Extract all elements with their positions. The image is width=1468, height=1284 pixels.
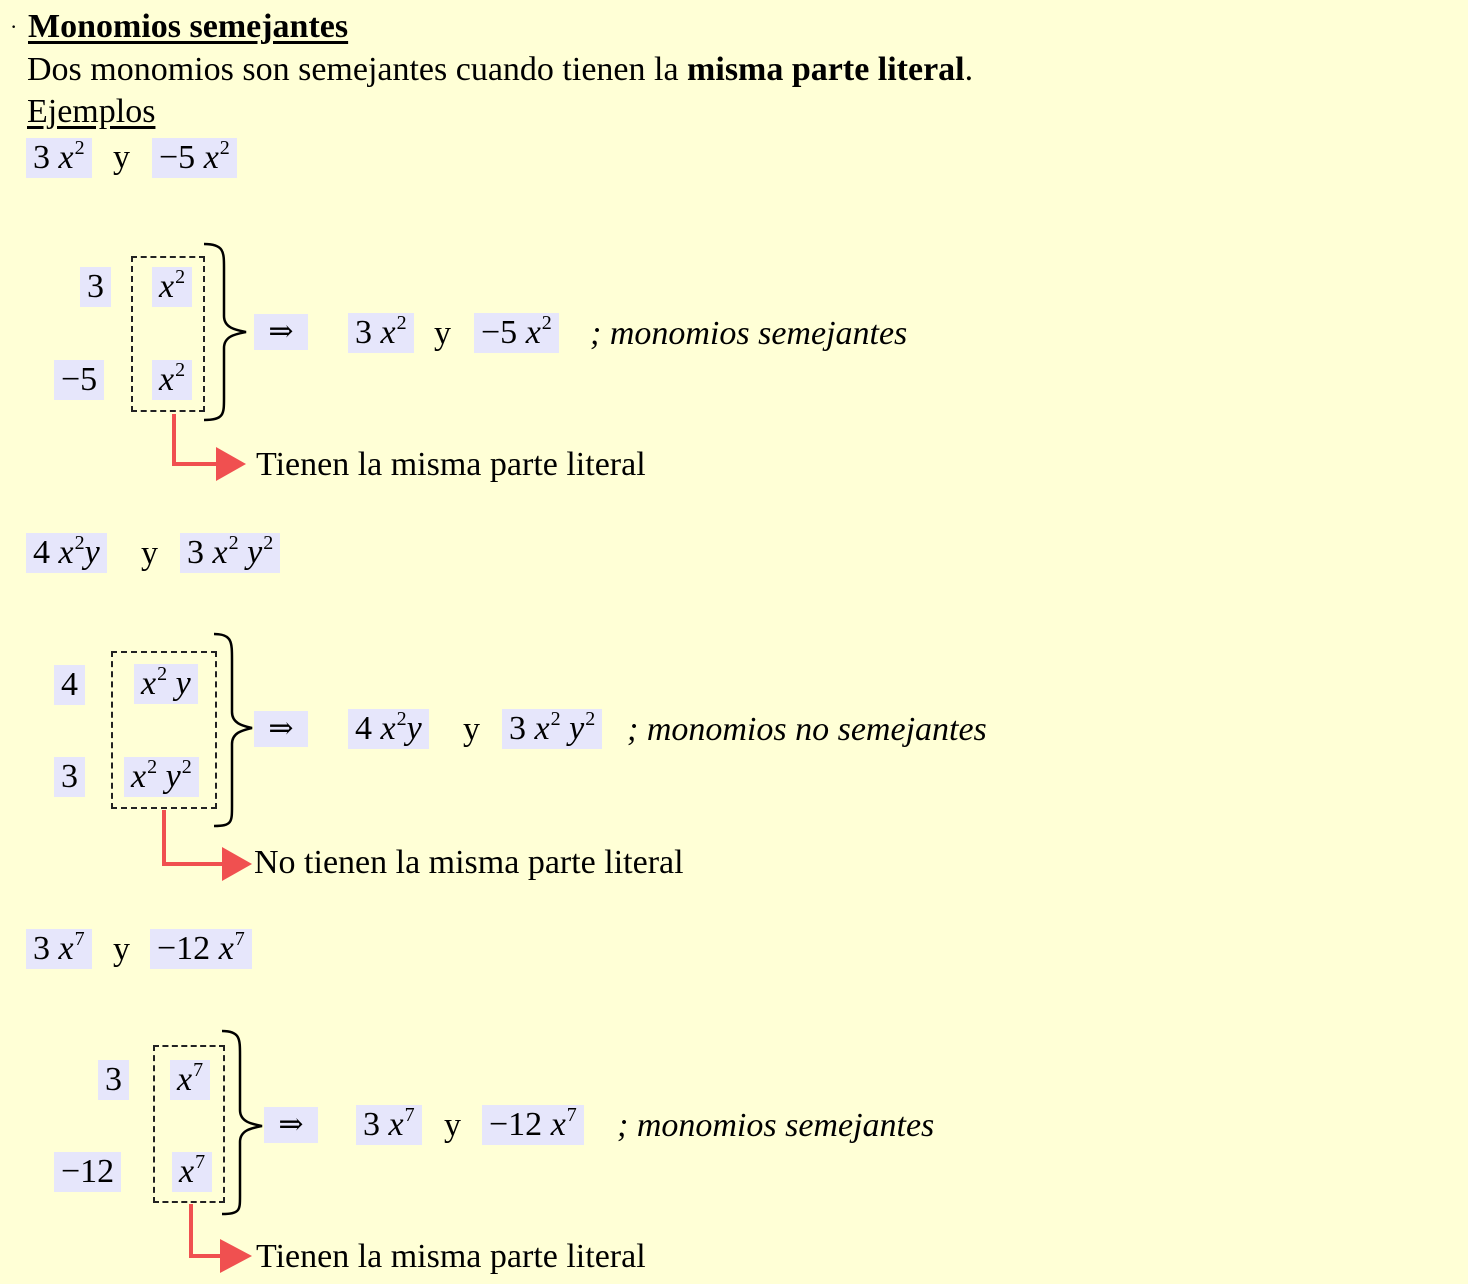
example3-literal-a: $x^7$: [170, 1060, 210, 1100]
example3-implies: ⇒: [264, 1107, 318, 1143]
example2-arrow-head: [222, 847, 252, 881]
example3-brace: [222, 1031, 262, 1214]
bullet: ·: [10, 14, 18, 39]
example3-monomial-b: −12 $x^7$: [150, 929, 252, 969]
example3-conclusion: ; monomios semejantes: [617, 1107, 935, 1144]
example1-implies: ⇒: [254, 314, 308, 350]
example2-connector: y: [141, 535, 158, 572]
example2-coef-b: 3: [54, 757, 85, 797]
example2-result-connector: y: [463, 711, 480, 748]
example1-result-a: 3 $x^2$: [348, 313, 414, 353]
example3-connector: y: [113, 931, 130, 968]
example1-conclusion: ; monomios semejantes: [590, 315, 908, 352]
example2-brace: [214, 634, 252, 826]
example1-coef-a: 3: [80, 267, 111, 307]
example2-arrow-label: No tienen la misma parte literal: [254, 844, 684, 881]
intro-paragraph: Dos monomios son semejantes cuando tienen la misma parte literal.: [27, 51, 974, 88]
example1-literal-b: $x^2$: [152, 360, 192, 400]
example1-connector: y: [113, 139, 130, 176]
example2-monomial-a: 4 $x^2y$: [26, 533, 107, 573]
examples-label: Ejemplos: [27, 93, 156, 130]
example1-coef-b: −5: [54, 360, 104, 400]
example3-monomial-a: 3 $x^7$: [26, 929, 92, 969]
example2-coef-a: 4: [54, 665, 85, 705]
example2-arrow-line: [164, 810, 226, 864]
example3-result-b: −12 $x^7$: [482, 1105, 584, 1145]
example3-literal-b: $x^7$: [172, 1152, 212, 1192]
example1-monomial-b: −5 $x^2$: [152, 138, 237, 178]
example3-coef-a: 3: [98, 1060, 129, 1100]
example2-literal-a: $x^2$ y: [134, 664, 198, 704]
example3-coef-b: −12: [54, 1152, 121, 1192]
example1-brace: [204, 244, 246, 420]
example1-arrow-head: [216, 447, 246, 481]
example1-literal-a: $x^2$: [152, 267, 192, 307]
section-title: Monomios semejantes: [28, 8, 349, 45]
example2-result-a: 4 $x^2y$: [348, 709, 429, 749]
example2-conclusion: ; monomios no semejantes: [627, 711, 987, 748]
example2-literal-b: $x^2$ $y^2$: [124, 757, 199, 797]
example1-result-b: −5 $x^2$: [474, 313, 559, 353]
example3-result-a: 3 $x^7$: [356, 1105, 422, 1145]
example3-arrow-line: [191, 1204, 224, 1256]
example3-arrow-head: [220, 1239, 252, 1273]
example2-implies: ⇒: [254, 711, 308, 747]
example1-result-connector: y: [434, 315, 451, 352]
example2-monomial-b: 3 $x^2$ $y^2$: [180, 533, 280, 573]
example2-result-b: 3 $x^2$ $y^2$: [502, 709, 602, 749]
example1-monomial-a: 3 $x^2$: [26, 138, 92, 178]
example1-arrow-line: [174, 414, 220, 464]
example1-arrow-label: Tienen la misma parte literal: [256, 446, 646, 483]
example3-result-connector: y: [444, 1107, 461, 1144]
example3-arrow-label: Tienen la misma parte literal: [256, 1238, 646, 1275]
